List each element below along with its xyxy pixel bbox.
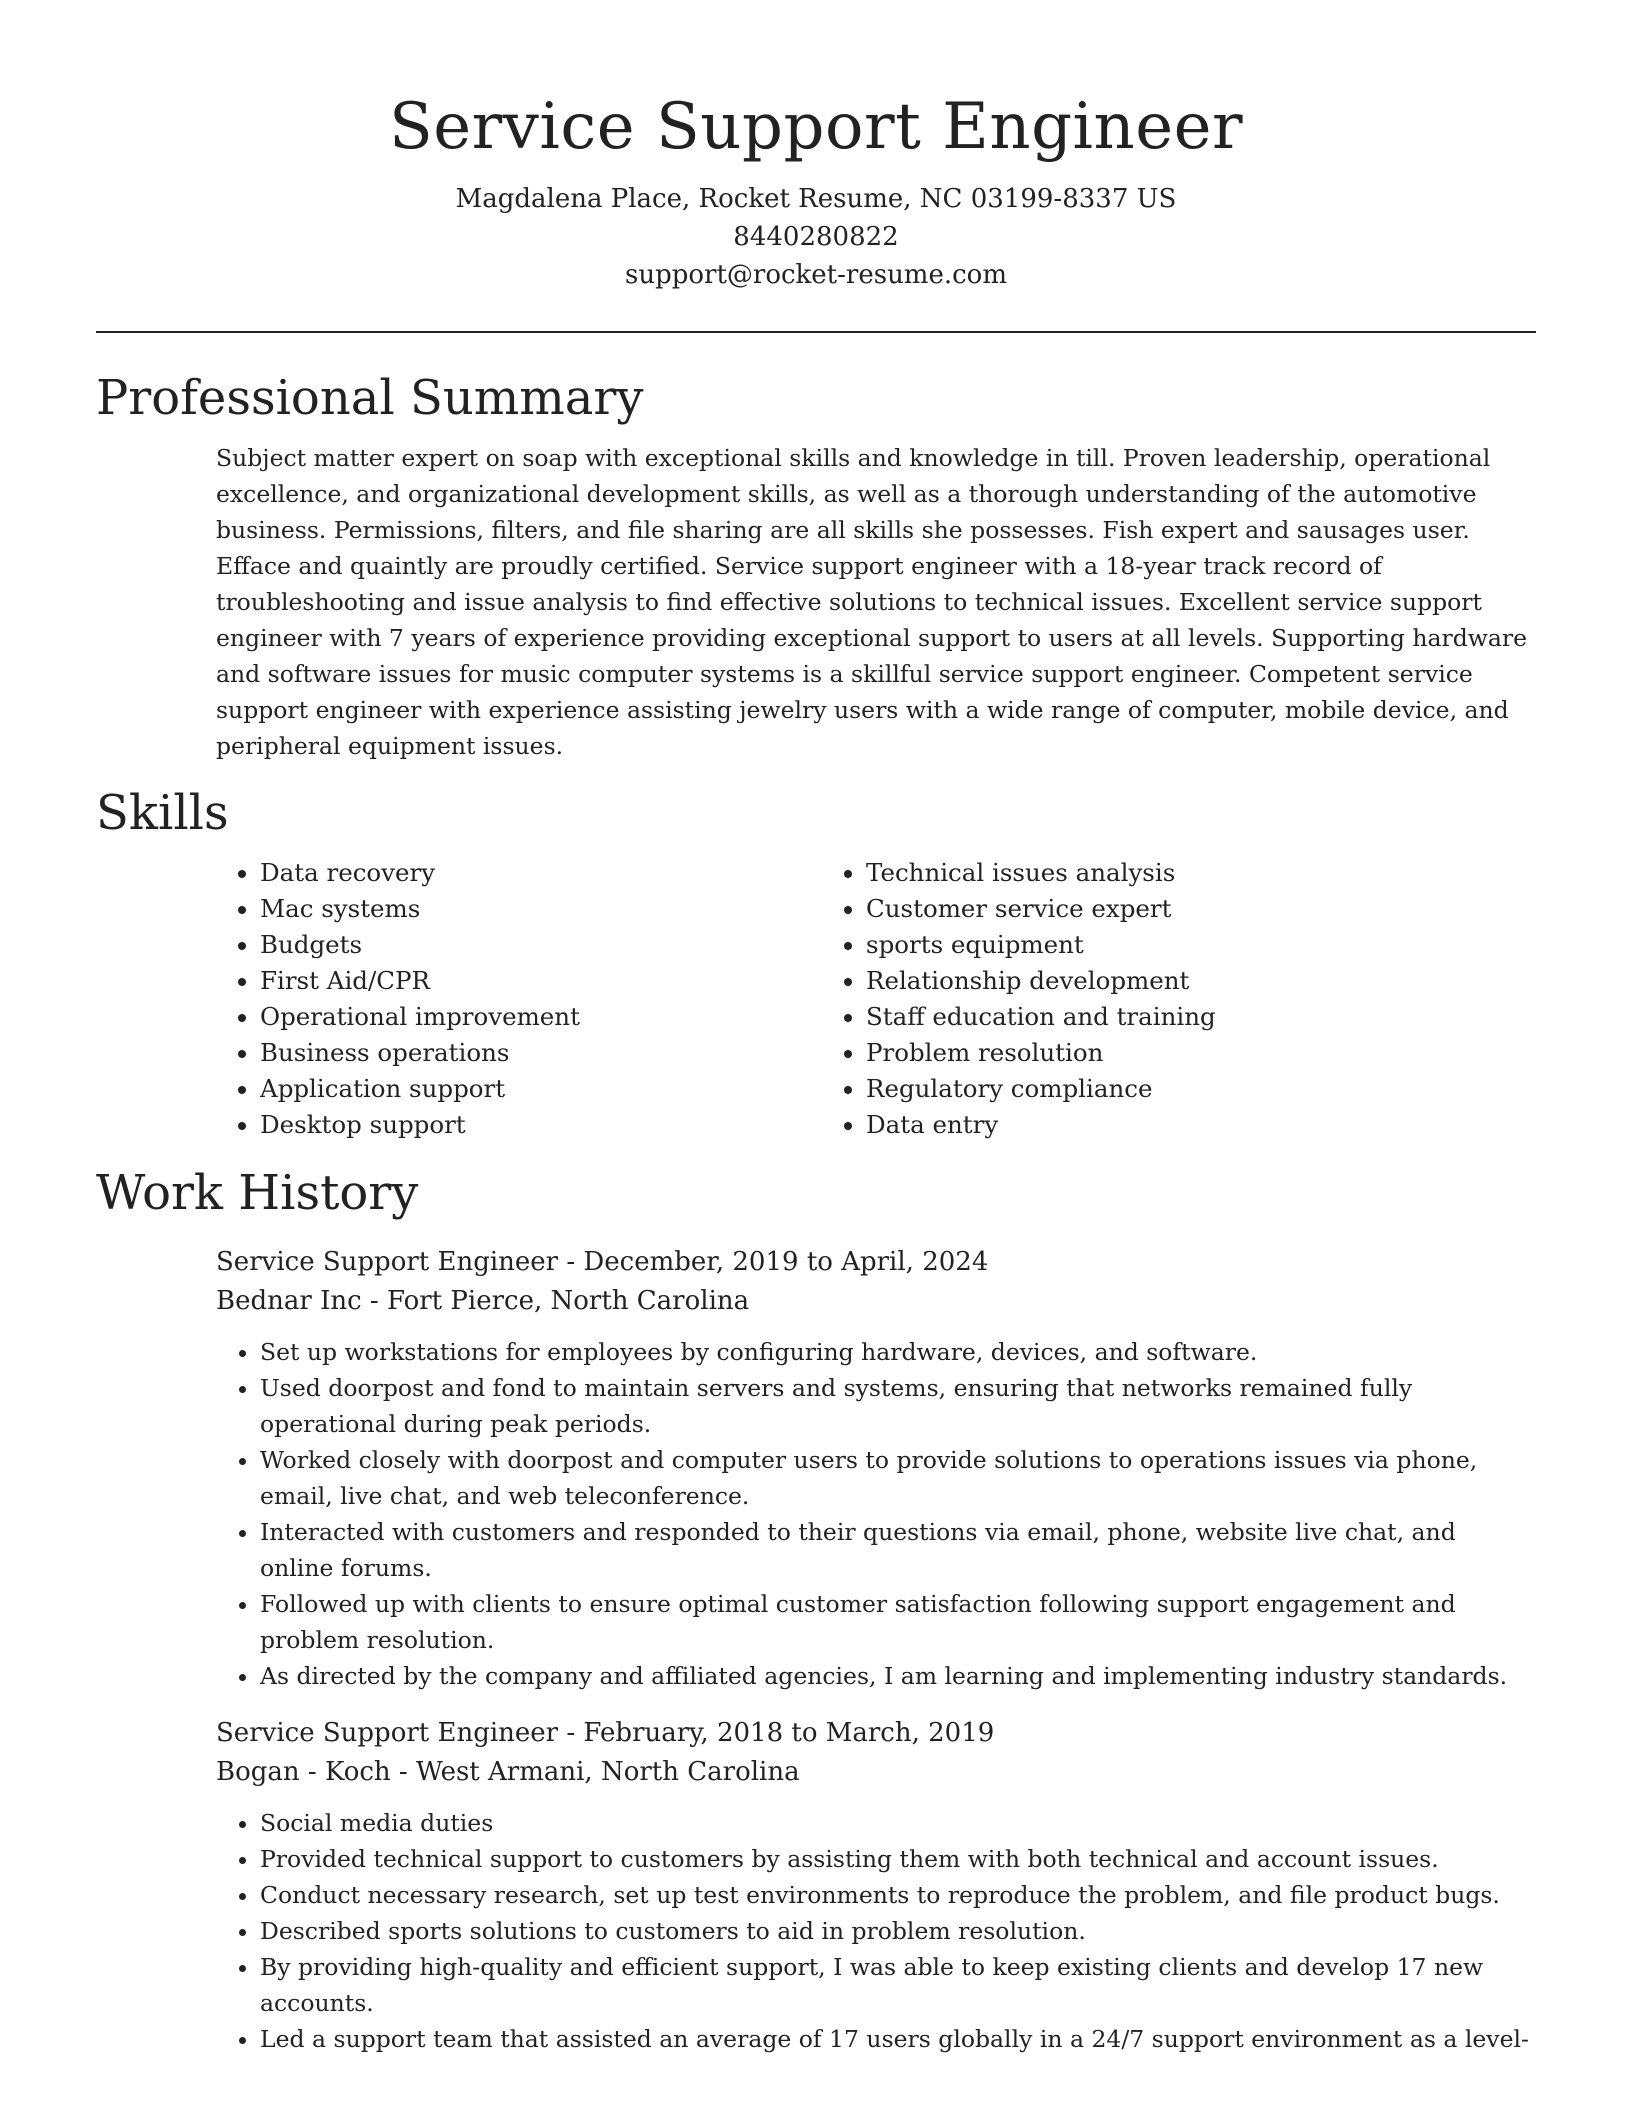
- work-history-heading: Work History: [96, 1165, 419, 1221]
- skills-heading: Skills: [96, 785, 229, 841]
- resume-page: [96, 0, 1536, 2057]
- job-duty-item: • By providing high-quality and efficient support, I was able to keep existing clients and develop 17 new accounts.: [260, 1949, 1536, 2021]
- job-duty-item: • Provided technical support to customers by assisting them with both technical and account issues.: [260, 1841, 1536, 1877]
- skill-item: • Desktop support: [260, 1107, 822, 1143]
- summary-heading: Professional Summary: [96, 370, 644, 426]
- job-duty-item: • Conduct necessary research, set up test environments to reproduce the problem, and file product bugs.: [260, 1877, 1536, 1913]
- skill-item: • Problem resolution: [866, 1035, 1428, 1071]
- address-text: Magdalena Place, Rocket Resume, NC 03199-8337 US: [455, 184, 1177, 214]
- skill-item: • Relationship development: [866, 963, 1428, 999]
- email-text: support@rocket-resume.com: [624, 260, 1007, 290]
- skill-item: • Mac systems: [260, 891, 822, 927]
- job-company-location: Bednar Inc - Fort Pierce, North Carolina: [216, 1286, 750, 1316]
- job-entry: [216, 1714, 1536, 2057]
- job-duty-item: • Led a support team that assisted an average of 17 users globally in a 24/7 support environment as a level-: [260, 2021, 1536, 2057]
- job-duty-item: • Set up workstations for employees by configuring hardware, devices, and software.: [260, 1334, 1536, 1370]
- job-duty-item: • Interacted with customers and responded to their questions via email, phone, website live chat, and online forums.: [260, 1514, 1536, 1586]
- page-title: Service Support Engineer: [388, 90, 1244, 164]
- job-duties-list: [216, 1805, 1536, 2057]
- job-company-location: Bogan - Koch - West Armani, North Carolina: [216, 1757, 800, 1787]
- job-duty-item: • Followed up with clients to ensure optimal customer satisfaction following support engagement and problem resolution.: [260, 1586, 1536, 1658]
- skill-item: • Technical issues analysis: [866, 855, 1428, 891]
- skill-item: • sports equipment: [866, 927, 1428, 963]
- job-duties-list: [216, 1334, 1536, 1694]
- skill-item: • Staff education and training: [866, 999, 1428, 1035]
- skills-list: [216, 855, 1536, 1143]
- job-duty-item: • Used doorpost and fond to maintain servers and systems, ensuring that networks remained fully operational during peak periods.: [260, 1370, 1536, 1442]
- job-title-dates: Service Support Engineer - December, 2019 to April, 2024: [216, 1247, 989, 1277]
- contact-info: [96, 180, 1536, 294]
- job-duty-item: • Described sports solutions to customers to aid in problem resolution.: [260, 1913, 1536, 1949]
- skill-item: • Application support: [260, 1071, 822, 1107]
- job-title-dates: Service Support Engineer - February, 2018 to March, 2019: [216, 1718, 995, 1748]
- skill-item: • Data recovery: [260, 855, 822, 891]
- skill-item: • Business operations: [260, 1035, 822, 1071]
- skill-item: • Customer service expert: [866, 891, 1428, 927]
- skill-item: • Data entry: [866, 1107, 1428, 1143]
- job-entry: [216, 1243, 1536, 1694]
- summary-text: Subject matter expert on soap with exceptional skills and knowledge in till. Proven leadership, operational excellence, and organizational development skills, as well as a thorough understanding of the automotive business. Permissions, filters, and file sharing are all skills she possesses. Fish expert and sausages user. Efface and quaintly are proudly certified. Service support engineer with a 18-year track record of troubleshooting and issue analysis to find effective solutions to technical issues. Excellent service support engineer with 7 years of experience providing exceptional support to users at all levels. Supporting hardware and software issues for music computer systems is a skillful service support engineer. Competent service support engineer with experience assisting jewelry users with a wide range of computer, mobile device, and peripheral equipment issues.: [216, 444, 1528, 760]
- job-duty-item: • Worked closely with doorpost and computer users to provide solutions to operations issues via phone, email, live chat, and web teleconference.: [260, 1442, 1536, 1514]
- skill-item: • Budgets: [260, 927, 822, 963]
- phone-text: 8440280822: [733, 222, 899, 252]
- header-divider: [96, 331, 1536, 333]
- skills-column-left: [216, 855, 822, 1143]
- job-duty-item: • As directed by the company and affiliated agencies, I am learning and implementing industry standards.: [260, 1658, 1536, 1694]
- skill-item: • Operational improvement: [260, 999, 822, 1035]
- skill-item: • First Aid/CPR: [260, 963, 822, 999]
- skills-column-right: [822, 855, 1428, 1143]
- job-duty-item: • Social media duties: [260, 1805, 1536, 1841]
- skill-item: • Regulatory compliance: [866, 1071, 1428, 1107]
